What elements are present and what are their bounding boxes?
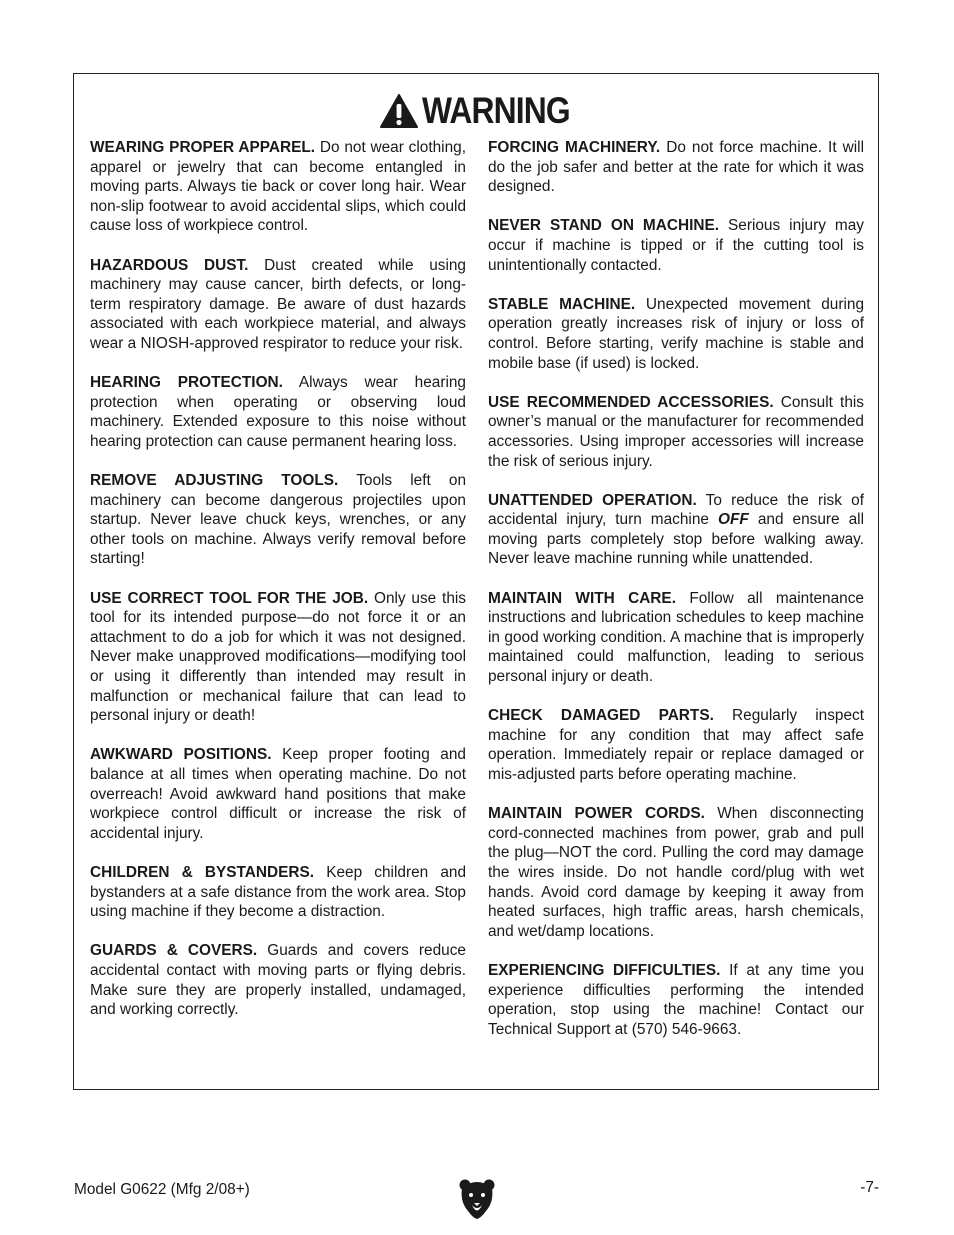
safety-item: [488, 589, 864, 687]
item-heading: HEARING PROTECTION.: [90, 374, 283, 392]
item-heading: CHECK DAMAGED PARTS.: [488, 707, 714, 725]
item-body: Only use this tool for its intended purpose—do not force it or an attachment to do a job for which it was not designed. Never make unapproved modifications—modifying tool or using it differently than intended may result in malfunction or mechanical failure that can lead to personal injury or death!: [90, 589, 466, 725]
item-heading: MAINTAIN POWER CORDS.: [488, 805, 705, 823]
item-heading: GUARDS & COVERS.: [90, 942, 258, 960]
item-body: Serious injury may occur if machine is tipped or if the cutting tool is unintentionally contacted.: [488, 217, 864, 274]
item-heading: WEARING PROPER APPAREL.: [90, 139, 316, 156]
item-body: Keep children and bystanders at a safe distance from the work area. Stop using machine if they become a distraction.: [90, 863, 467, 921]
warning-header: [74, 90, 878, 132]
safety-item: [488, 295, 864, 373]
item-body: and ensure all moving parts completely stop before walking away. Never leave machine running while unattended.: [488, 511, 865, 568]
item-heading: FORCING MACHINERY.: [488, 139, 661, 156]
safety-item: [90, 863, 466, 922]
item-body: If at any time you experience difficulties performing the intended operation, stop using the machine! Contact our Technical Support at (570) 546-9663.: [488, 961, 865, 1038]
item-heading: USE RECOMMENDED ACCESSORIES.: [488, 393, 774, 411]
safety-item: [488, 706, 864, 784]
item-heading: STABLE MACHINE.: [488, 295, 636, 313]
safety-item: [90, 471, 466, 569]
safety-item: [90, 745, 466, 843]
warning-box: [73, 73, 879, 1090]
left-column: [90, 138, 466, 1039]
item-heading: CHILDREN & BYSTANDERS.: [90, 863, 315, 881]
safety-item: [90, 589, 466, 726]
bear-logo-icon: [458, 1178, 496, 1220]
item-body: Do not force machine. It will do the job safer and better at the rate for which it was designed.: [488, 139, 864, 196]
item-body: Regularly inspect machine for any condition that may affect safe operation. Immediately repair or replace damaged or mis-adjusted parts before operating machine.: [488, 707, 864, 783]
item-heading: UNATTENDED OPERATION.: [488, 491, 697, 509]
item-body: Guards and covers reduce accidental contact with moving parts or flying debris. Make sure they are properly installed, undamaged, and working correctly.: [90, 942, 466, 1019]
item-body: To reduce the risk of accidental injury, turn machine: [488, 491, 864, 529]
safety-item: [90, 941, 466, 1019]
safety-item: [488, 804, 864, 941]
item-heading: AWKWARD POSITIONS.: [90, 746, 272, 764]
item-heading: EXPERIENCING DIFFICULTIES.: [488, 961, 721, 979]
item-body: Always wear hearing protection when operating or observing loud machinery. Extended exposure to this noise without hearing protection can cause permanent hearing loss.: [90, 374, 466, 450]
item-body: Tools left on machinery can become dangerous projectiles upon startup. Never leave chuck keys, wrenches, or any other tools on machine. Always verify removal before starting!: [90, 472, 467, 568]
safety-item: [90, 138, 466, 236]
item-body: Unexpected movement during operation greatly increases risk of injury or loss of control. Before starting, verify machine is stable and mobile base (if used) is locked.: [488, 295, 865, 372]
safety-item: [488, 138, 864, 197]
warning-triangle-icon: [379, 93, 419, 129]
item-heading: MAINTAIN WITH CARE.: [488, 589, 676, 607]
safety-item: [90, 373, 466, 451]
safety-item: [488, 393, 864, 471]
item-body: Keep proper footing and balance at all times when operating machine. Do not overreach! Avoid awkward hand positions that make workpiece control difficult or increase the risk of accidental injury.: [90, 746, 466, 842]
item-body: Do not wear clothing, apparel or jewelry that can become entangled in moving parts. Always tie back or cover long hair. Wear non-slip footwear to avoid accidental slips, which could cause loss of workpiece control.: [90, 139, 466, 235]
page-number: -7-: [860, 1179, 879, 1196]
right-column: [488, 138, 864, 1059]
safety-item: [488, 961, 864, 1039]
item-heading: REMOVE ADJUSTING TOOLS.: [90, 472, 339, 490]
safety-item: [90, 256, 466, 354]
safety-item: [488, 216, 864, 275]
model-label: Model G0622 (Mfg 2/08+): [74, 1181, 250, 1198]
item-body: Consult this owner’s manual or the manufacturer for recommended accessories. Using improper accessories will increase the risk of serious injury.: [488, 393, 864, 470]
item-body: Follow all maintenance instructions and lubrication schedules to keep machine in good working condition. A machine that is improperly maintained could malfunction, leading to serious personal injury or death.: [488, 589, 864, 686]
item-heading: HAZARDOUS DUST.: [90, 256, 249, 274]
item-heading: NEVER STAND ON MACHINE.: [488, 217, 720, 235]
item-emphasis: OFF: [718, 511, 749, 529]
item-body: Dust created while using machinery may cause cancer, birth defects, or long-term respiratory damage. Be aware of dust hazards associated with each workpiece material, and always wear a NIOSH-approved respirator to reduce your risk.: [90, 256, 466, 352]
item-heading: USE CORRECT TOOL FOR THE JOB.: [90, 589, 369, 607]
safety-item: [488, 491, 864, 569]
warning-title: WARNING: [421, 90, 570, 131]
item-body: When disconnecting cord-connected machines from power, grab and pull the plug—NOT the cord. Pulling the cord may damage the wires inside. Do not handle cord/plug with wet hands. Avoid cord damage by keeping it away from heated surfaces, high traffic areas, harsh chemicals, and wet/damp locations.: [488, 805, 864, 940]
